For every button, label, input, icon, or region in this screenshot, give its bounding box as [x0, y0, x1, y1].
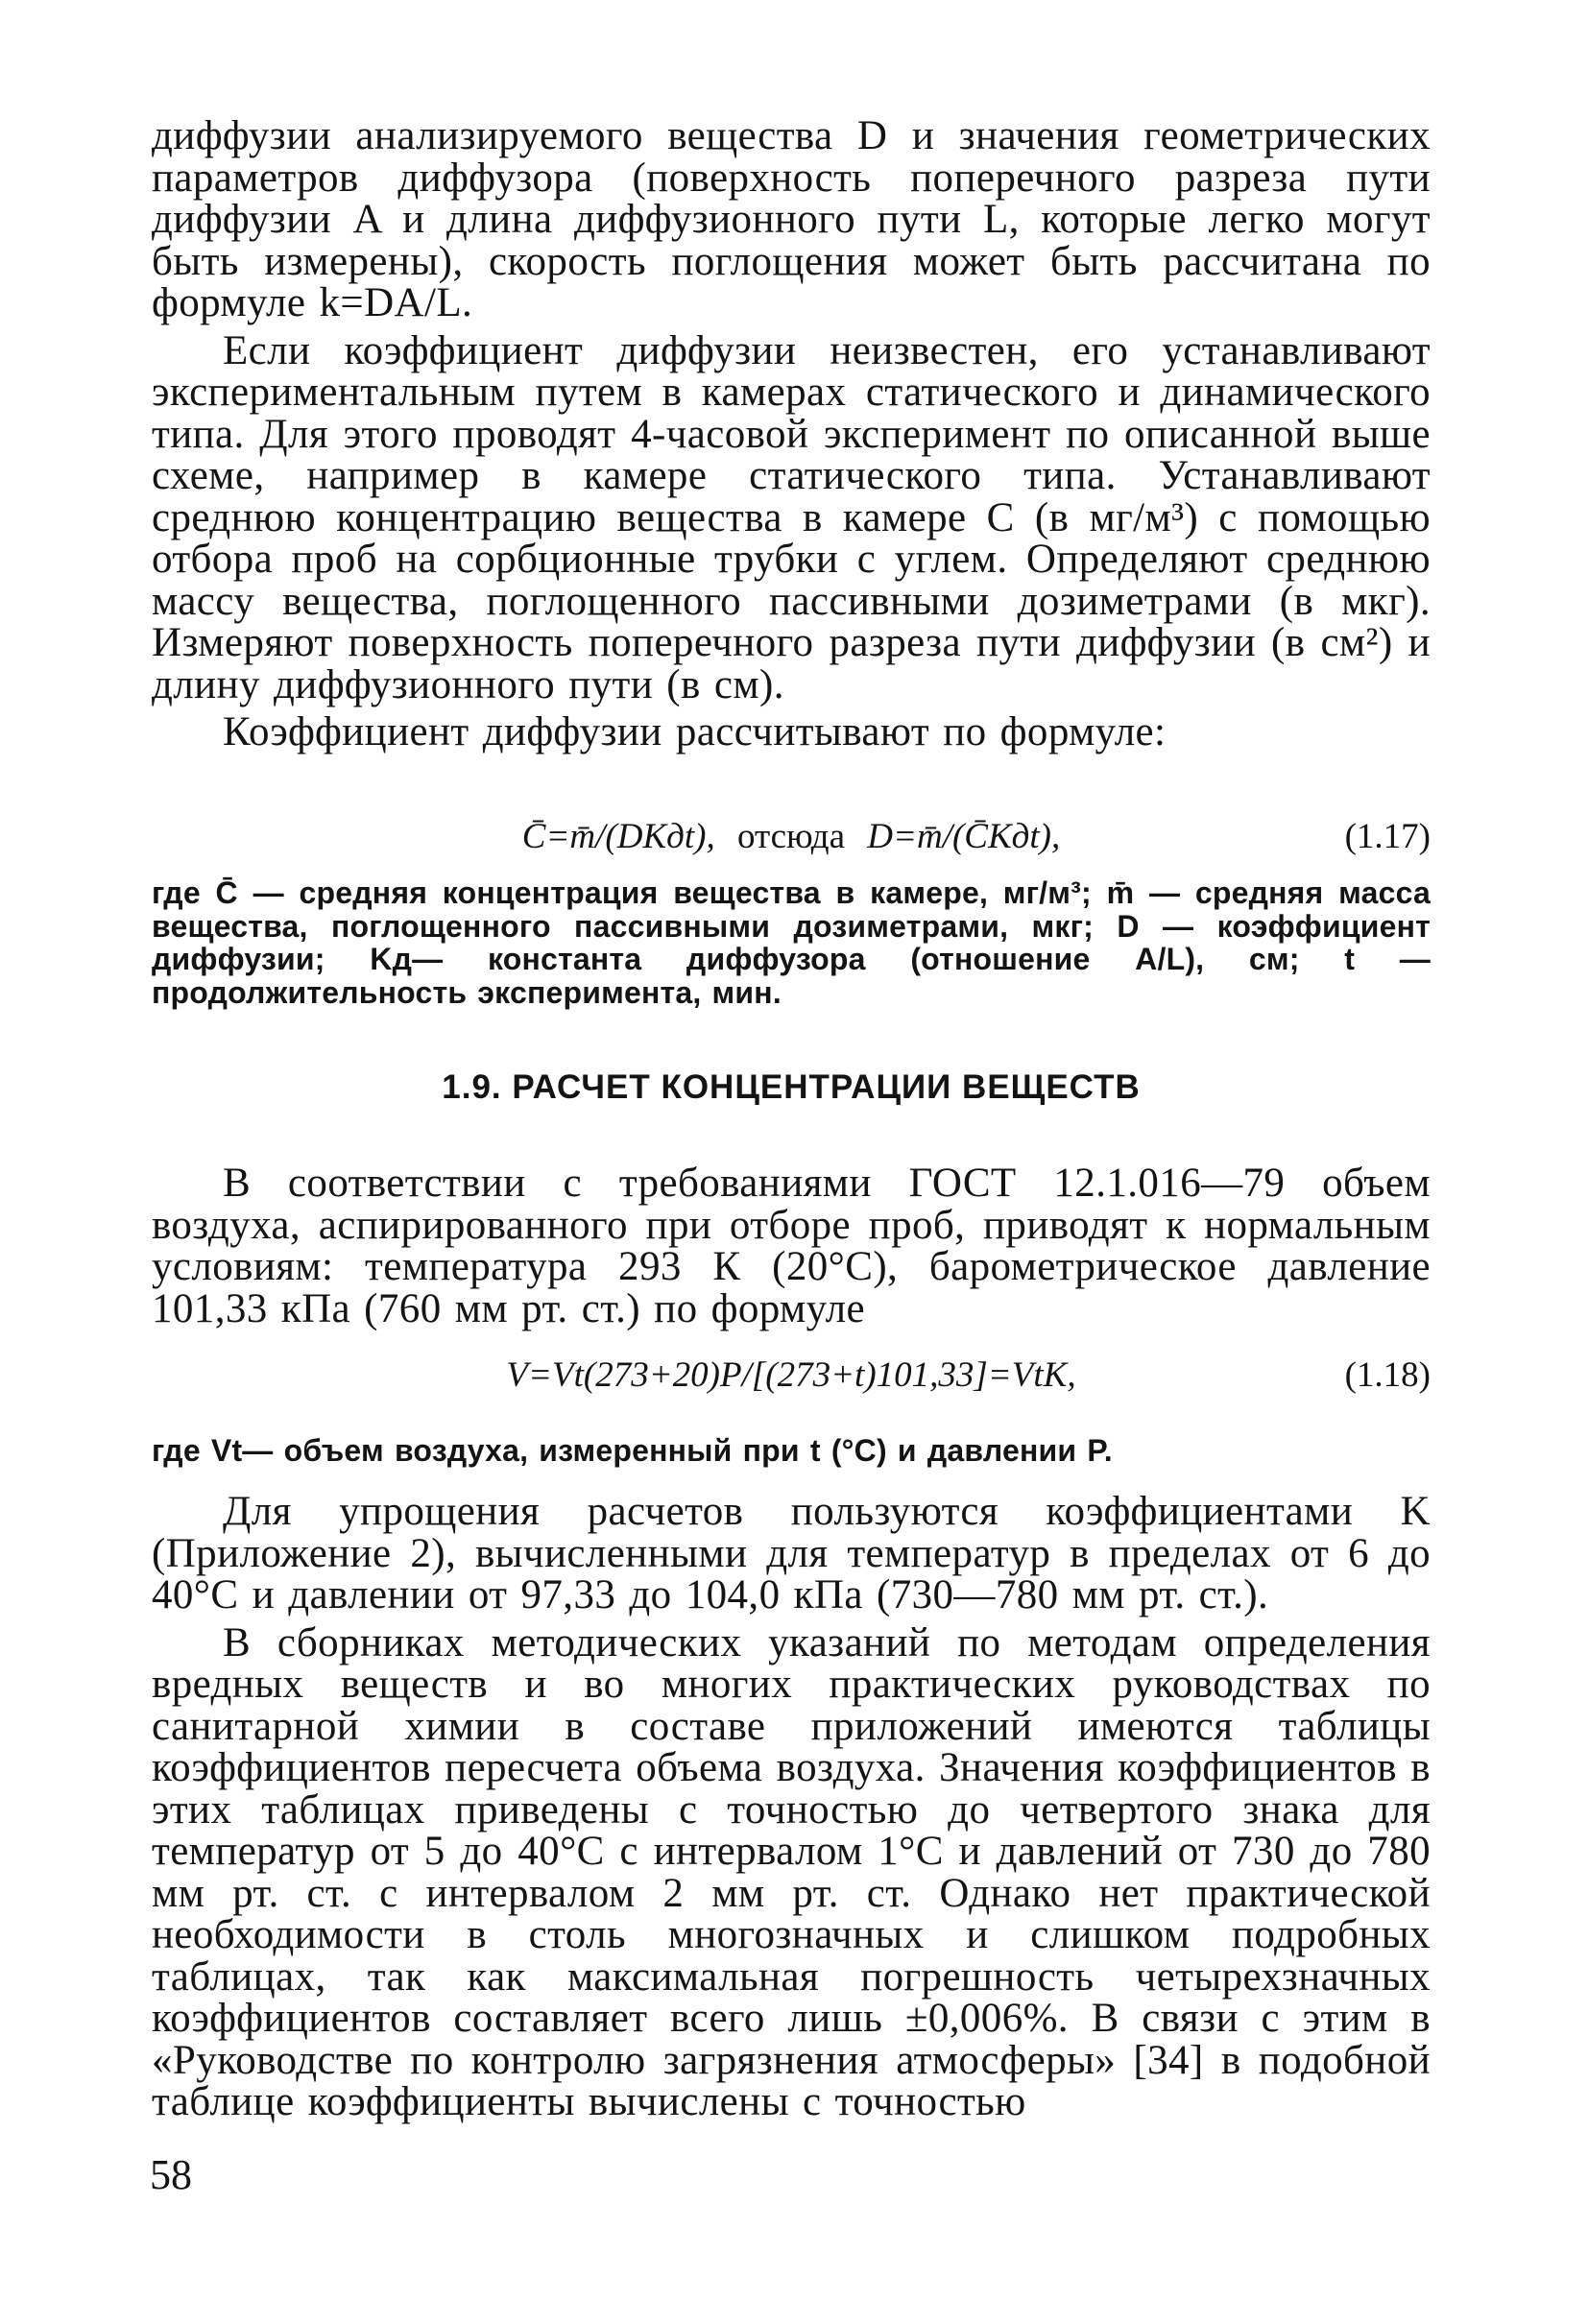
bottom-text-block [152, 1491, 1431, 2123]
paragraph-coefficients: Для упрощения расчетов пользуются коэффициентами K (Приложение 2), вычисленными для температур в пределах от 6 до 40°С и давлении от 97,33 до 104,0 кПа (730—780 мм рт. ст.). [152, 1489, 1431, 1617]
paragraph-formula-intro: Коэффициент диффузии рассчитывают по формуле: [223, 709, 1167, 755]
section-text-block [152, 1162, 1431, 1330]
formula-1-17-body [152, 813, 1431, 861]
note-1-18-block [152, 1434, 1431, 1468]
section-heading: 1.9. РАСЧЕТ КОНЦЕНТРАЦИИ ВЕЩЕСТВ [442, 1068, 1141, 1106]
note-1-17-block [152, 876, 1431, 1009]
note-1-18: где Vt— объем воздуха, измеренный при t (°С) и давлении P. [152, 1433, 1113, 1468]
paragraph-diffusion-intro: диффузии анализируемого вещества D и значения геометрических параметров диффузора (поверхность поперечного разреза пути диффузии A и длина диффузионного пути L, которые легко могут быть измерены), скорость поглощения может быть рассчитана по формуле k=DA/L. [152, 113, 1431, 325]
formula-1-18-number: (1.18) [1344, 1355, 1431, 1395]
formula-1-17-middle: отсюда [736, 817, 846, 856]
paragraph-tables: В сборниках методических указаний по методам определения вредных веществ и во многих практических руководствах по санитарной химии в составе приложений имеются таблицы коэффициентов пересчета объема воздуха. Значения коэффициентов в этих таблицах приведены с точностью до четвертого знака для температур от 5 до 40°С с интервалом 1°С и давлений от 730 до 780 мм рт. ст. с интервалом 2 мм рт. ст. Однако нет практической необходимости в столь многозначных и слишком подробных таблицах, так как максимальная погрешность четырехзначных коэффициентов составляет всего лишь ±0,006%. В связи с этим в «Руководстве по контролю загрязнения атмосферы» [34] в подобной таблице коэффициенты вычислены с точностью [152, 1619, 1431, 2124]
paragraph-gost: В соответствии с требованиями ГОСТ 12.1.016—79 объем воздуха, аспирированного при отборе проб, приводят к нормальным условиям: температура 293 К (20°С), барометрическое давление 101,33 кПа (760 мм рт. ст.) по формуле [152, 1161, 1431, 1331]
page-number: 58 [150, 2151, 192, 2198]
formula-1-18-body: V=Vt(273+20)P/[(273+t)101,33]=VtK, [506, 1355, 1076, 1395]
paragraph-experiment: Если коэффициент диффузии неизвестен, его устанавливают экспериментальным путем в камерах статического и динамического типа. Для этого проводят 4-часовой эксперимент по описанной выше схеме, например в камере статического типа. Устанавливают среднюю концентрацию вещества в камере C (в мг/м³) с помощью отбора проб на сорбционные трубки с углем. Определяют среднюю массу вещества, поглощенного пассивными дозиметрами (в мкг). Измеряют поверхность поперечного разреза пути диффузии (в см²) и длину диффузионного пути (в см). [152, 327, 1431, 707]
formula-1-17-left: C̄=m̄/(DKдt), [521, 817, 715, 856]
top-text-block [152, 115, 1431, 754]
formula-1-17-number: (1.17) [1344, 817, 1431, 856]
note-1-17: где C̄ — средняя концентрация вещества в камере, мг/м³; m̄ — средняя масса вещества, поглощенного пассивными дозиметрами, мкг; D — коэффициент диффузии; Kд— константа диффузора (отношение A/L), см; t — продолжительность эксперимента, мин. [152, 875, 1431, 1010]
formula-1-17-right: D=m̄/(C̄Kдt), [867, 817, 1061, 856]
formula-1-18 [152, 1352, 1431, 1400]
formula-1-17 [152, 813, 1431, 861]
